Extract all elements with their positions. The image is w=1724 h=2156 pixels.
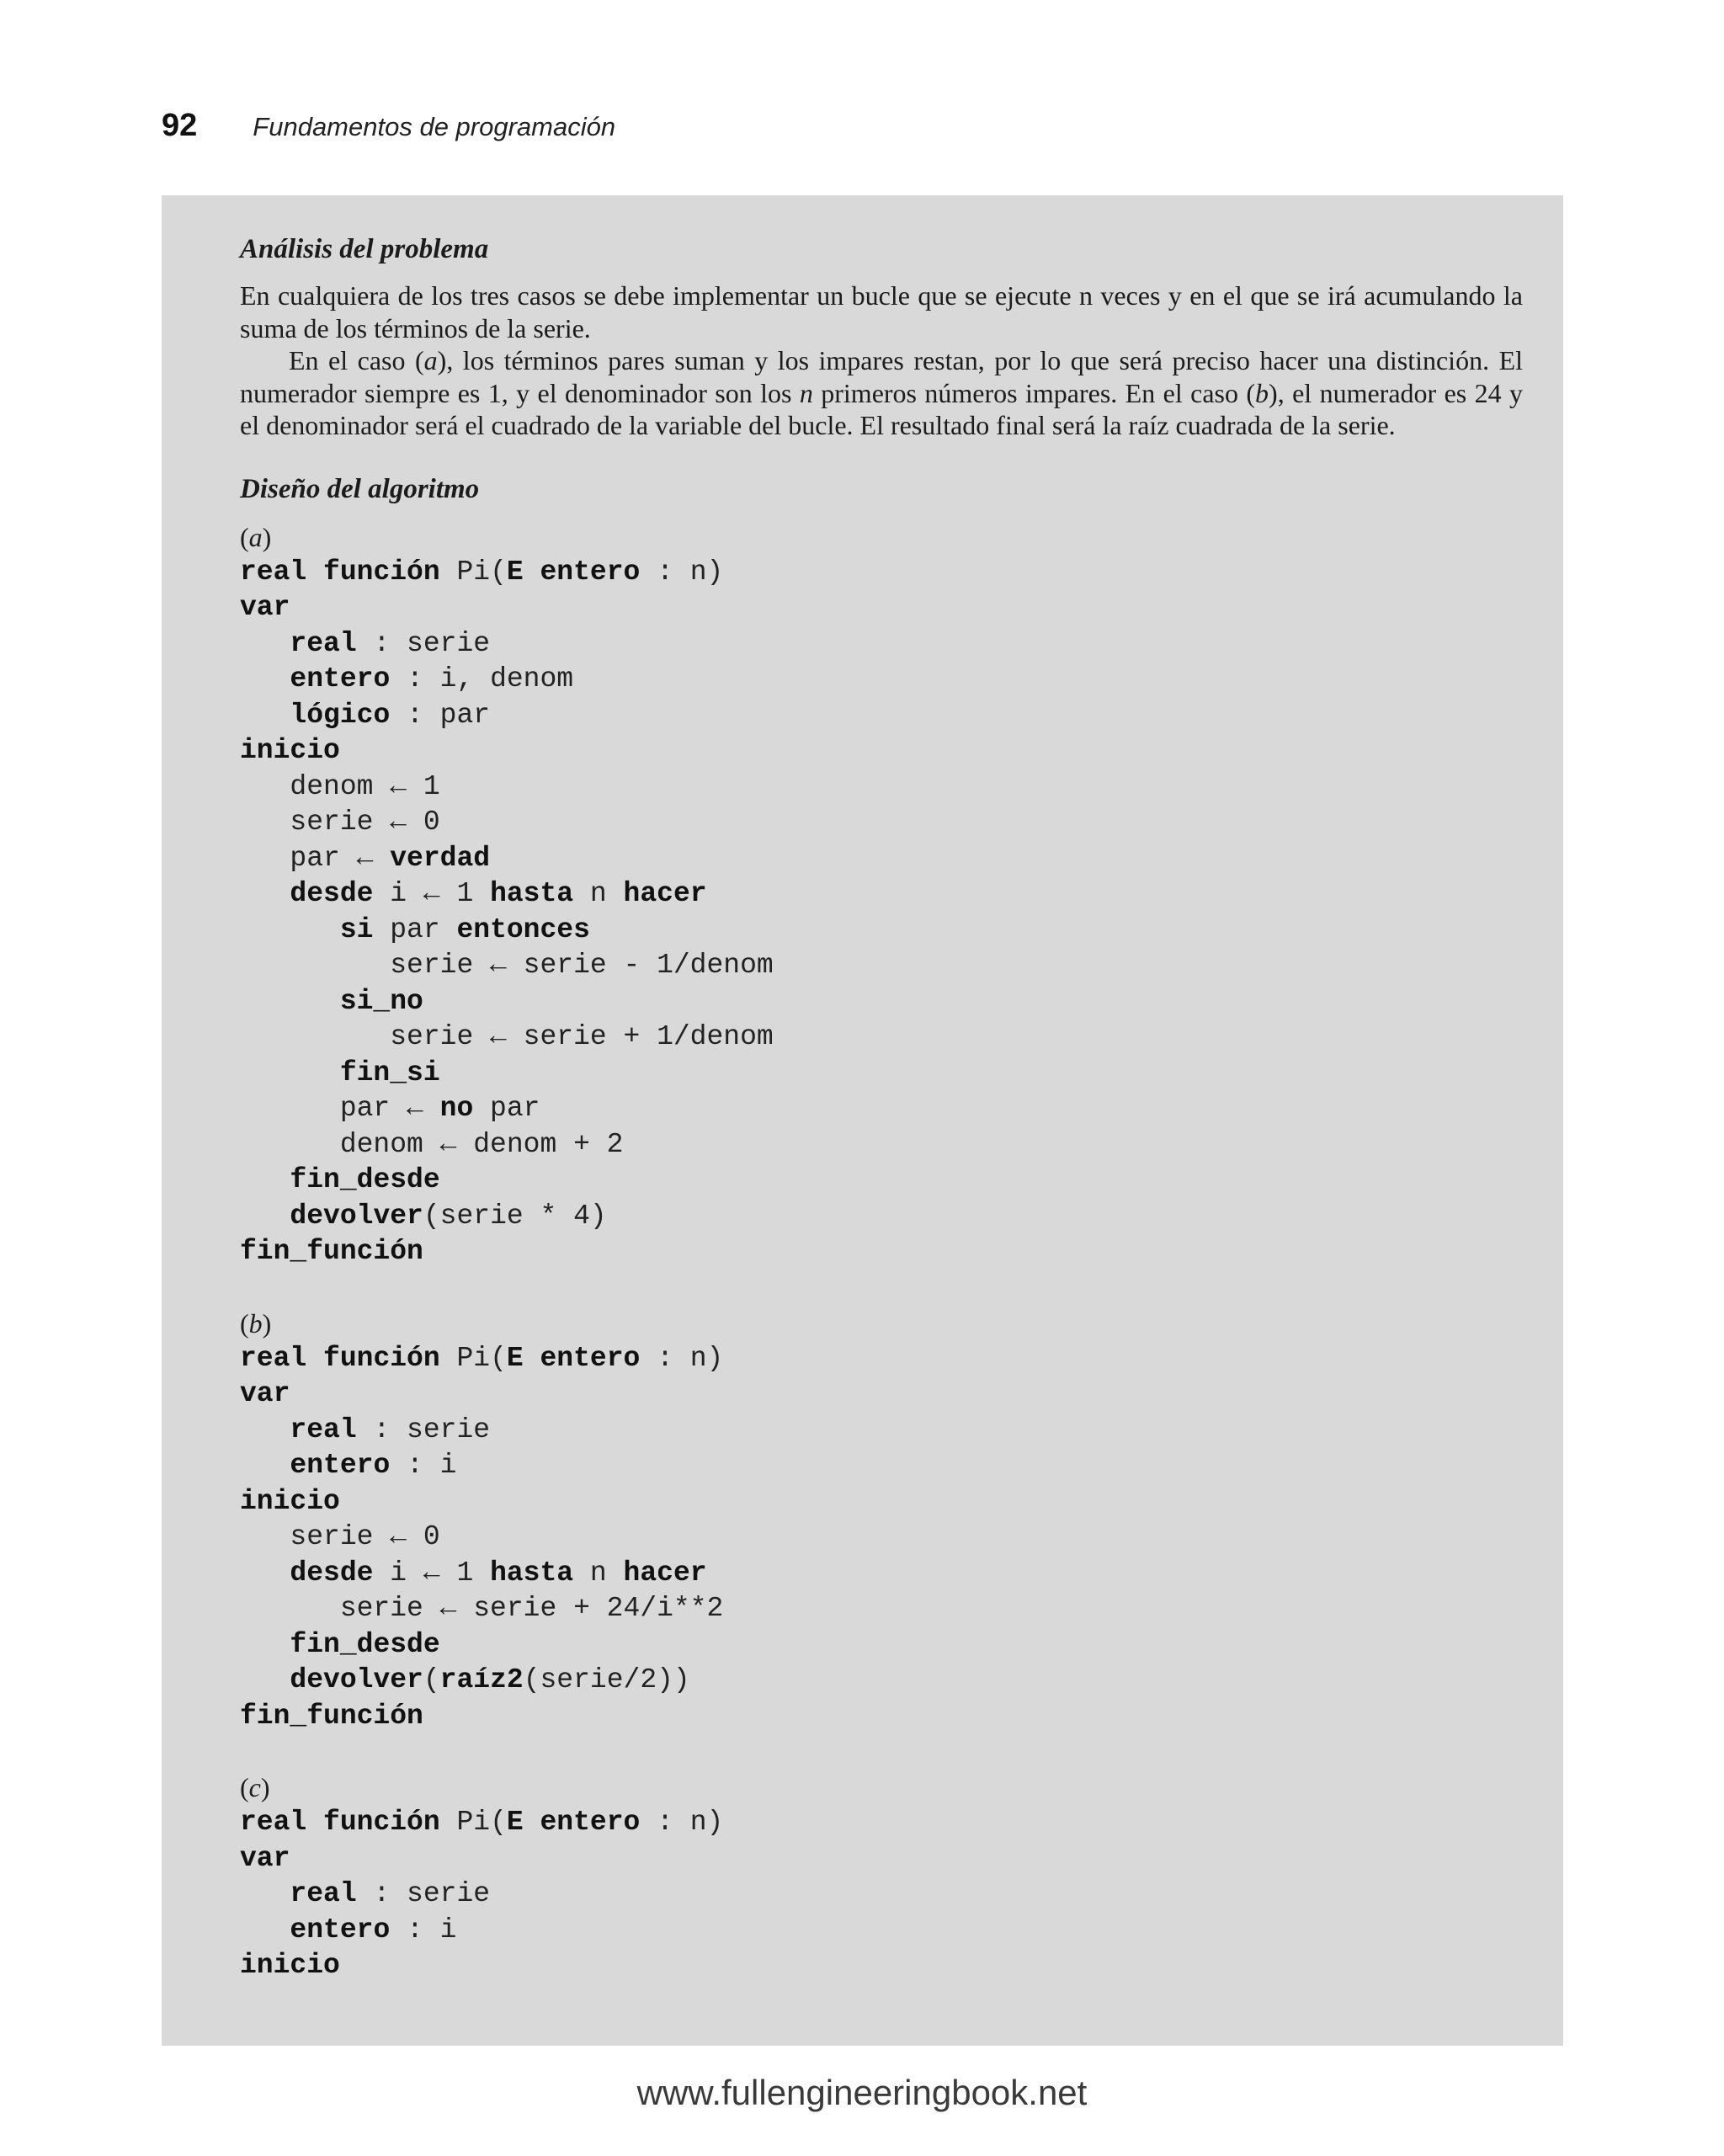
code-text: denom ← denom + 2: [240, 1128, 624, 1160]
code-text: : n): [640, 556, 724, 588]
code-text: [240, 628, 290, 659]
code-line: [240, 1841, 1523, 1877]
code-keyword: entonces: [456, 913, 590, 945]
code-keyword: entero: [540, 1342, 641, 1374]
code-line: [240, 948, 1523, 984]
code-keyword: desde: [290, 878, 374, 909]
running-title: Fundamentos de programación: [253, 112, 616, 141]
code-line: [240, 1948, 1523, 1984]
case-letter: a: [248, 521, 263, 552]
code-text: par ←: [240, 1093, 440, 1124]
code-text: Pi(: [439, 556, 507, 588]
code-line: [240, 1484, 1523, 1520]
code-text: par: [373, 913, 457, 945]
code-line: [240, 841, 1523, 877]
algorithm-cases: [240, 519, 1523, 1984]
case-label-c: (c): [240, 1772, 270, 1802]
code-text: [240, 914, 340, 945]
code-line: [240, 1520, 1523, 1556]
case-letter: b: [248, 1307, 263, 1339]
code-text: [524, 556, 540, 588]
code-text: [306, 556, 323, 588]
code-keyword: entero: [540, 1807, 641, 1838]
code-text: [240, 1914, 290, 1946]
code-keyword: raíz2: [439, 1664, 524, 1696]
code-text: denom ← 1: [240, 770, 440, 802]
code-text: serie ← serie + 1/denom: [240, 1021, 774, 1052]
code-text: serie ← 0: [240, 1521, 440, 1552]
code-keyword: E: [506, 1342, 524, 1374]
code-text: [240, 1200, 290, 1232]
code-line: [240, 733, 1523, 769]
code-line: [240, 1556, 1523, 1592]
code-line: [240, 1376, 1523, 1413]
code-keyword: devolver: [290, 1200, 423, 1232]
code-line: [240, 1627, 1523, 1664]
analysis-paragraph-2: [240, 344, 1523, 442]
code-text: serie ← serie + 24/i**2: [240, 1593, 724, 1624]
code-text: : i, denom: [390, 663, 574, 695]
code-keyword: inicio: [240, 735, 340, 766]
code-line: [240, 1341, 1523, 1377]
panel-content: [240, 229, 1523, 1984]
code-line: [240, 913, 1523, 949]
code-line: [240, 1199, 1523, 1235]
code-line: [240, 1913, 1523, 1949]
code-keyword: hasta: [490, 1557, 574, 1589]
code-text: : serie: [356, 627, 491, 659]
code-keyword: hacer: [623, 1557, 707, 1589]
code-text: [240, 1629, 290, 1660]
code-text: [240, 1164, 290, 1195]
p2-variable-n: n: [799, 377, 813, 408]
code-text: [240, 1414, 290, 1445]
code-keyword: var: [240, 1378, 290, 1409]
code-keyword: si_no: [339, 985, 423, 1017]
code-keyword: entero: [290, 1914, 391, 1946]
code-text: [306, 1343, 323, 1374]
code-keyword: real: [290, 1878, 357, 1909]
code-text: : i: [390, 1914, 457, 1946]
code-line: [240, 1019, 1523, 1056]
code-text: Pi(: [439, 1342, 507, 1374]
code-text: [240, 663, 290, 695]
code-keyword: entero: [290, 663, 391, 695]
code-text: n: [573, 1557, 624, 1589]
code-keyword: real: [290, 1413, 357, 1445]
code-block-c: [240, 1805, 1523, 1984]
code-text: Pi(: [439, 1807, 507, 1838]
code-keyword: fin_desde: [290, 1164, 440, 1195]
code-text: [240, 878, 290, 909]
code-keyword: función: [323, 1342, 440, 1374]
design-heading: Diseño del algoritmo: [240, 473, 480, 504]
code-text: [240, 1450, 290, 1481]
code-keyword: lógico: [290, 699, 391, 731]
code-keyword: E: [506, 1807, 524, 1838]
code-line: [240, 1163, 1523, 1199]
code-line: [240, 805, 1523, 841]
code-keyword: fin_si: [339, 1057, 440, 1089]
code-line: [240, 555, 1523, 591]
code-keyword: fin_función: [240, 1700, 423, 1732]
analysis-paragraph-1: En cualquiera de los tres casos se debe implementar un bucle que se ejecute n veces y en el que se irá acumulando la suma de los términos de la serie.: [240, 280, 1523, 343]
code-keyword: hasta: [490, 878, 574, 909]
code-line: [240, 1591, 1523, 1627]
code-line: [240, 698, 1523, 734]
code-text: [240, 1878, 290, 1909]
code-text: : par: [390, 699, 491, 731]
code-text: [306, 1807, 323, 1838]
code-line: [240, 1127, 1523, 1163]
code-text: n: [573, 878, 624, 909]
code-text: : n): [640, 1807, 724, 1838]
code-line: [240, 984, 1523, 1020]
code-line: [240, 1448, 1523, 1484]
code-keyword: entero: [540, 556, 641, 588]
code-line: [240, 590, 1523, 626]
code-keyword: real: [240, 1342, 307, 1374]
code-text: [240, 986, 340, 1017]
code-text: : serie: [356, 1878, 491, 1909]
code-keyword: si: [339, 913, 374, 945]
case-label-b: (b): [240, 1307, 272, 1339]
code-text: [524, 1343, 540, 1374]
code-keyword: fin_función: [240, 1236, 423, 1267]
code-line: [240, 1805, 1523, 1841]
case-letter: c: [248, 1772, 261, 1802]
code-keyword: desde: [290, 1557, 374, 1589]
code-line: [240, 876, 1523, 913]
code-keyword: var: [240, 592, 290, 623]
code-text: [240, 700, 290, 731]
content-panel: [162, 195, 1563, 2046]
code-text: (: [423, 1664, 440, 1696]
code-keyword: real: [240, 1807, 307, 1838]
code-text: par: [473, 1093, 540, 1124]
code-line: [240, 1699, 1523, 1735]
code-line: [240, 1234, 1523, 1270]
code-line: [240, 1056, 1523, 1092]
code-line: [240, 1663, 1523, 1699]
p2-text: En el caso (: [289, 345, 424, 375]
code-keyword: devolver: [290, 1664, 423, 1696]
code-keyword: real: [290, 627, 357, 659]
analysis-heading: Análisis del problema: [240, 234, 489, 264]
code-keyword: E: [506, 556, 524, 588]
code-keyword: función: [323, 1807, 440, 1838]
code-line: [240, 1877, 1523, 1913]
code-text: [240, 1557, 290, 1589]
page-number: 92: [162, 108, 198, 143]
code-text: (serie/2)): [523, 1664, 690, 1696]
code-text: : serie: [356, 1413, 491, 1445]
code-block-a: [240, 555, 1523, 1270]
code-keyword: no: [439, 1093, 474, 1124]
code-text: i ← 1: [373, 1557, 491, 1589]
case-label-a: (a): [240, 521, 272, 552]
p2-case-b: b: [1255, 377, 1269, 408]
code-line: [240, 626, 1523, 663]
code-keyword: inicio: [240, 1485, 340, 1517]
code-text: [240, 1057, 340, 1089]
p2-text: ), los términos pares suman y los impares restan, por lo que será preciso hacer una distinción. El numerador siempre es 1, y el denominador son los: [240, 345, 1524, 408]
code-text: par ←: [240, 842, 391, 874]
code-text: : i: [390, 1450, 457, 1481]
code-keyword: var: [240, 1842, 290, 1874]
code-block-b: [240, 1341, 1523, 1735]
p2-case-a: a: [423, 345, 438, 375]
code-keyword: función: [323, 556, 440, 588]
code-text: serie ← 0: [240, 807, 440, 838]
code-keyword: inicio: [240, 1950, 340, 1981]
code-line: [240, 1091, 1523, 1127]
code-keyword: hacer: [623, 878, 707, 909]
code-line: [240, 662, 1523, 698]
p2-text: ), el numerador es 24 y el denominador será el cuadrado de la variable del bucle. El resultado final será la raíz cuadrada de la serie.: [240, 377, 1524, 440]
code-keyword: verdad: [390, 842, 491, 874]
code-text: i ← 1: [373, 878, 491, 909]
code-keyword: fin_desde: [290, 1628, 440, 1660]
code-text: [524, 1807, 540, 1838]
code-line: [240, 769, 1523, 806]
code-line: [240, 1413, 1523, 1449]
code-text: : n): [640, 1342, 724, 1374]
footer-url: www.fullengineeringbook.net: [636, 2073, 1088, 2112]
code-keyword: real: [240, 556, 307, 588]
code-keyword: entero: [290, 1450, 391, 1481]
page-header: [162, 108, 615, 150]
code-text: [240, 1664, 290, 1696]
code-text: (serie * 4): [423, 1200, 607, 1232]
code-text: serie ← serie - 1/denom: [240, 950, 774, 981]
p2-text: primeros números impares. En el caso (: [812, 377, 1256, 408]
